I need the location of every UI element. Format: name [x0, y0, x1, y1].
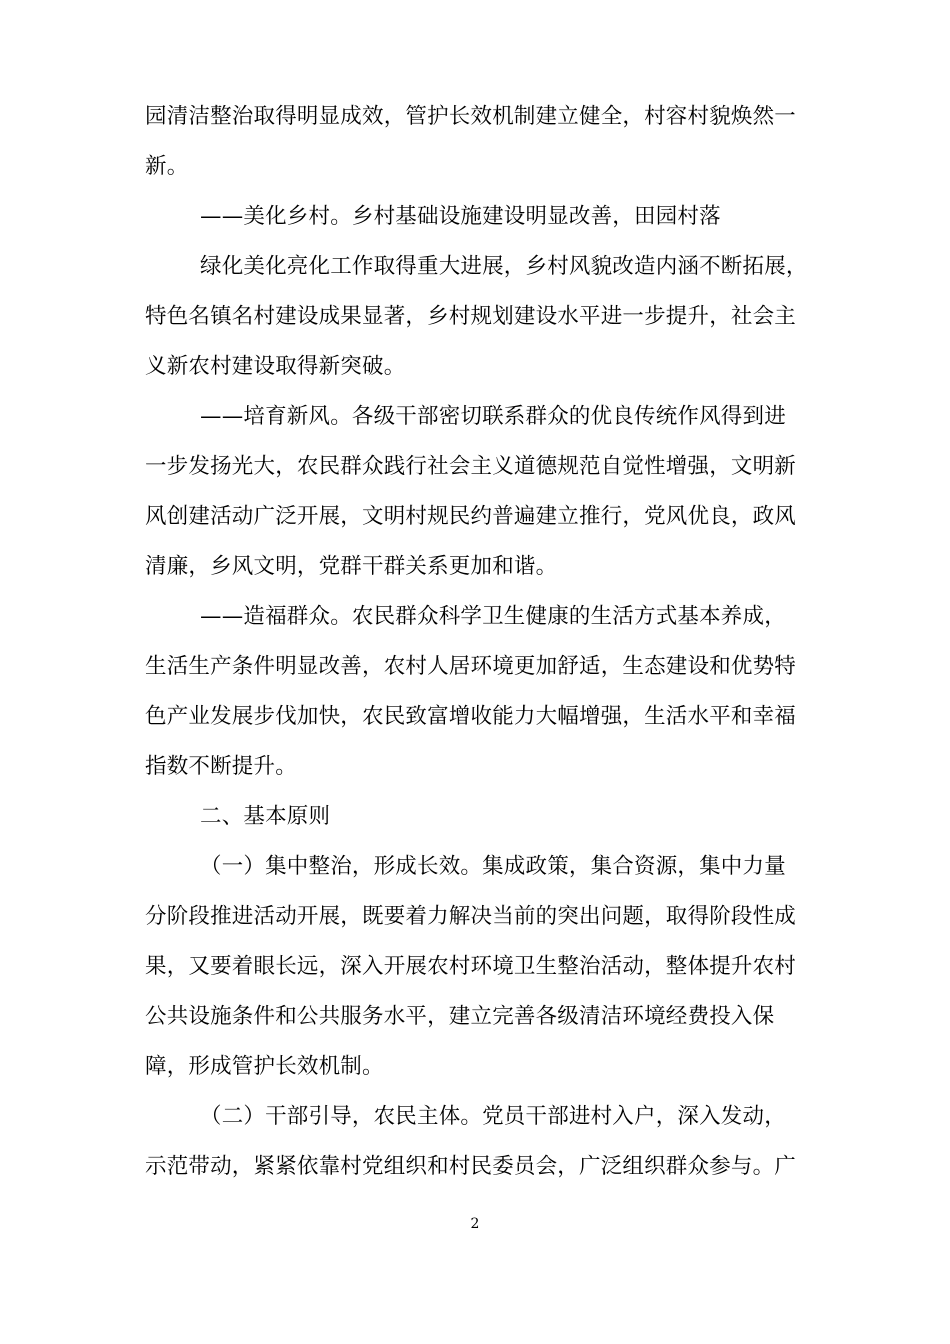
- text-line: 分阶段推进活动开展，既要着力解决当前的突出问题，取得阶段性成: [145, 904, 797, 929]
- text-line: 园清洁整治取得明显成效，管护长效机制建立健全，村容村貌焕然一: [145, 104, 797, 129]
- text-line: 清廉，乡风文明，党群干群关系更加和谐。: [145, 554, 558, 579]
- text-line: ——培育新风。各级干部密切联系群众的优良传统作风得到进: [200, 404, 786, 429]
- text-line: 公共设施条件和公共服务水平，建立完善各级清洁环境经费投入保: [145, 1004, 775, 1029]
- text-line: 指数不断提升。: [145, 754, 297, 779]
- text-line: 障，形成管护长效机制。: [145, 1054, 384, 1079]
- body-text: [145, 92, 810, 1192]
- text-line: 色产业发展步伐加快，农民致富增收能力大幅增强，生活水平和幸福: [145, 704, 797, 729]
- text-line: 绿化美化亮化工作取得重大进展，乡村风貌改造内涵不断拓展，: [200, 254, 808, 279]
- text-line: ——美化乡村。乡村基础设施建设明显改善，田园村落: [200, 204, 721, 229]
- text-line: （二）干部引导，农民主体。党员干部进村入户，深入发动，: [200, 1104, 786, 1129]
- text-line: ——造福群众。农民群众科学卫生健康的生活方式基本养成，: [200, 604, 786, 629]
- text-line: （一）集中整治，形成长效。集成政策，集合资源，集中力量: [200, 854, 786, 879]
- text-line: 示范带动，紧紧依靠村党组织和村民委员会，广泛组织群众参与。广: [145, 1154, 797, 1179]
- page-number: 2: [470, 1216, 480, 1232]
- text-line: 果，又要着眼长远，深入开展农村环境卫生整治活动，整体提升农村: [145, 954, 797, 979]
- text-line: 新。: [145, 154, 189, 179]
- text-line: 一步发扬光大，农民群众践行社会主义道德规范自觉性增强，文明新: [145, 454, 797, 479]
- text-line: 义新农村建设取得新突破。: [145, 354, 406, 379]
- text-line: 生活生产条件明显改善，农村人居环境更加舒适，生态建设和优势特: [145, 654, 797, 679]
- text-line: 特色名镇名村建设成果显著，乡村规划建设水平进一步提升，社会主: [145, 304, 797, 329]
- section-heading: 二、基本原则: [200, 804, 331, 829]
- text-line: 风创建活动广泛开展，文明村规民约普遍建立推行，党风优良，政风: [145, 504, 797, 529]
